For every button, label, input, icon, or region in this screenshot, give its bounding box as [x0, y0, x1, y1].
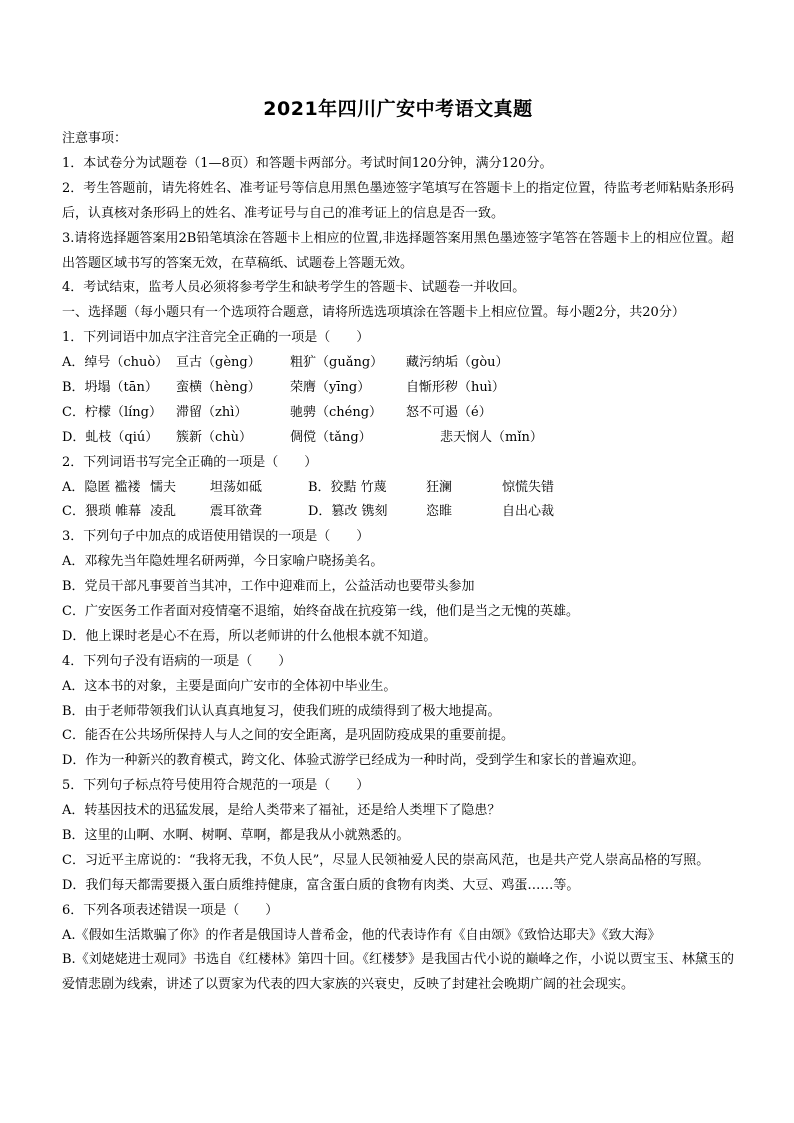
question-stem: 1．下列词语中加点字注音完全正确的一项是（ ）	[62, 330, 370, 346]
notice-heading: 注意事项：	[62, 131, 128, 146]
option-item: 震耳欲聋	[210, 504, 263, 520]
option-item: A．转基因技术的迅猛发展，是给人类带来了福祉，还是给人类埋下了隐患？	[62, 803, 501, 819]
option-item: C．猥琐 帷幕	[62, 504, 142, 520]
notice-item: 4．考试结束，监考人员必须将参考学生和缺考学生的答题卡、试题卷一并收回。	[62, 280, 526, 296]
option-item: 自惭形秽（huì）	[406, 379, 505, 395]
option-item: D．虬枝（qiú）	[62, 429, 159, 445]
option-item: 滞留（zhì）	[176, 404, 248, 420]
question-stem: 3．下列句子中加点的成语使用错误的一项是（ ）	[62, 529, 370, 545]
question-stem: 6．下列各项表述错误一项是（ ）	[62, 902, 279, 918]
notice-item: 1．本试卷分为试题卷（1—8页）和答题卡两部分。考试时间120分钟，满分120分。	[62, 155, 553, 171]
option-item: B．由于老师带领我们认认真真地复习，使我们班的成绩得到了极大地提高。	[62, 703, 501, 719]
exam-page	[62, 95, 734, 998]
option-item: 懦夫	[150, 479, 177, 495]
option-item: 凌乱	[150, 504, 177, 520]
option-item: A．邓稼先当年隐姓埋名研两弹，今日家喻户晓扬美名。	[62, 554, 384, 570]
option-item: 蛮横（hèng）	[176, 379, 261, 395]
option-row	[62, 476, 734, 501]
notice-item: 3.请将选择题答案用2B铅笔填涂在答题卡上相应的位置,非选择题答案用黑色墨迹签字笔答在答题卡上的相应位置。超出答题区域书写的答案无效，在草稿纸、试题卷上答题无效。	[62, 230, 734, 271]
option-item: D．他上课时老是心不在焉，所以老师讲的什么他根本就不知道。	[62, 628, 437, 644]
option-row	[62, 500, 734, 525]
page-title: 2021年四川广安中考语文真题	[263, 98, 533, 120]
option-item: A．绰号（chuò）	[62, 355, 169, 371]
option-item: 荣膺（yīng）	[290, 379, 371, 395]
option-item: 坦荡如砥	[210, 479, 263, 495]
question-stem: 5．下列句子标点符号使用符合规范的一项是（ ）	[62, 778, 370, 794]
option-row	[62, 426, 734, 451]
option-item: 惊慌失错	[502, 479, 555, 495]
option-row	[62, 401, 734, 426]
option-item: 恣睢	[426, 504, 453, 520]
option-item: B．这里的山啊、水啊、树啊、草啊，都是我从小就熟悉的。	[62, 828, 410, 843]
option-item: D．篡改 镌刻	[308, 504, 388, 520]
option-item: B．党员干部凡事要首当其冲，工作中迎难而上，公益活动也要带头参加	[62, 579, 475, 595]
option-item: 悲天悯人（mǐn）	[440, 429, 543, 445]
option-item: 亘古（gèng）	[176, 355, 261, 371]
section-heading: 一、选择题（每小题只有一个选项符合题意，请将所选选项填涂在答题卡上相应位置。每小题2分，共20分）	[62, 305, 685, 321]
question-stem: 4．下列句子没有语病的一项是（ ）	[62, 653, 292, 669]
option-item: 怒不可遏（é）	[406, 404, 492, 420]
option-item: 藏污纳垢（gòu）	[406, 355, 509, 371]
option-item: D．作为一种新兴的教育模式，跨文化、体验式游学已经成为一种时尚，受到学生和家长的普遍欢迎。	[62, 753, 645, 769]
option-row	[62, 376, 734, 401]
option-item: C．柠檬（líng）	[62, 404, 162, 420]
option-item: A.《假如生活欺骗了你》的作者是俄国诗人普希金，他的代表诗作有《自由颂》《致恰达耶夫》《致大海》	[62, 927, 661, 943]
option-item: 倜傥（tǎng）	[290, 429, 372, 445]
notice-item: 2．考生答题前，请先将姓名、准考证号等信息用黑色墨迹签字笔填写在答题卡上的指定位置，待监考老师粘贴条形码后，认真核对条形码上的姓名、准考证号与自己的准考证上的信息是否一致。	[62, 180, 734, 221]
option-item: B.《刘姥姥进士观同》书选自《红楼林》第四十回。《红楼梦》是我国古代小说的巅峰之作，小说以贾宝玉、林黛玉的爱情悲剧为线索，讲述了以贾家为代表的四大家族的兴衰史，反映了封建社会晚期广阔的社会现实。	[62, 952, 734, 993]
option-item: 粗犷（guǎng）	[290, 355, 384, 371]
option-item: B．坍塌（tān）	[62, 379, 158, 395]
option-item: 狂澜	[426, 479, 453, 495]
option-item: D．我们每天都需要摄入蛋白质维持健康，富含蛋白质的食物有肉类、大豆、鸡蛋……等。	[62, 877, 580, 893]
option-item: C．能否在公共场所保持人与人之间的安全距离，是巩固防疫成果的重要前提。	[62, 728, 514, 744]
option-item: 驰骋（chéng）	[290, 404, 383, 420]
option-item: C．习近平主席说的：“我将无我，不负人民”，尽显人民领袖爱人民的崇高风范，也是共产党人崇高品格的写照。	[62, 852, 710, 868]
option-item: 簇新（chù）	[176, 429, 253, 445]
option-item: A．隐匿 褴褛	[62, 479, 141, 495]
option-item: 自出心裁	[502, 504, 555, 520]
question-stem: 2．下列词语书写完全正确的一项是（ ）	[62, 454, 318, 470]
option-row	[62, 351, 734, 376]
option-item: B．狡黠 竹蔑	[308, 479, 387, 495]
option-item: A．这本书的对象，主要是面向广安市的全体初中毕业生。	[62, 678, 397, 694]
option-item: C．广安医务工作者面对疫情毫不退缩，始终奋战在抗疫第一线，他们是当之无愧的英雄。	[62, 603, 579, 619]
